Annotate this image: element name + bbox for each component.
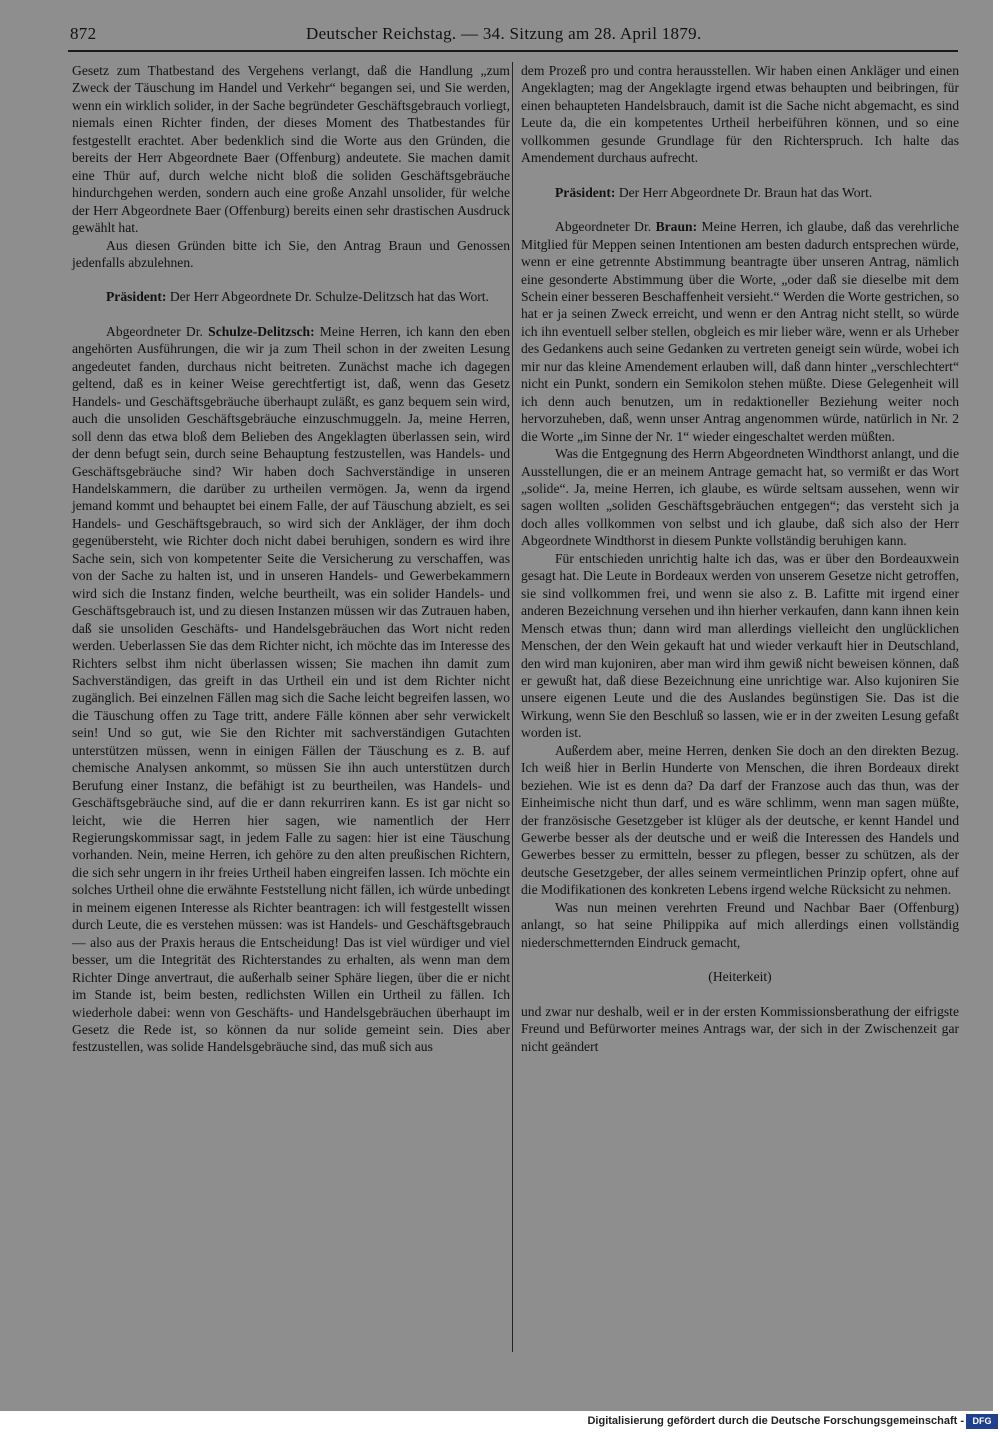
dfg-logo: DFG [966, 1414, 998, 1429]
digitization-credit: Digitalisierung gefördert durch die Deutsche Forschungsgemeinschaft - [587, 1415, 964, 1427]
page-header [70, 22, 960, 50]
paragraph-text: Was nun meinen verehrten Freund und Nachbar Baer (Offenburg) anlangt, so hat seine Philippika auf mich allerdings einen vollständig niederschmetternden Eindruck gemacht, [521, 899, 959, 950]
speaker-title: Abgeordneter Dr. [106, 323, 209, 339]
paragraph [521, 218, 959, 445]
paragraph-text: und zwar nur deshalb, weil er in der ersten Kommissionsberathung der eifrigste Freund und Befürworter meines Antrags war, der sich in der Zwischenzeit gar nicht geändert [521, 1003, 959, 1054]
paragraph-gap [72, 271, 510, 288]
paragraph [521, 184, 959, 201]
paragraph [72, 323, 510, 1056]
paragraph-text: Gesetz zum Thatbestand des Vergehens verlangt, daß die Handlung „zum Zweck der Täuschung im Handel und Verkehr“ begangen sei, und Sie werden, wenn ein wirklich solider, in der Sache begründeter Geschäftsgebrauch vorliegt, niemals einen Richter finden, der dieses Moment des Thatbestandes für festgestellt erachtet. Aber bedenklich sind die Worte aus den Gründen, die bereits der Herr Abgeordnete Baer (Offenburg) andeutete. Sie machen damit eine Thür auf, durch welche nicht bloß die soliden Geschäftsgebräuche hindurchgehen werden, sondern auch eine große Anzahl unsolider, für welche der Herr Abgeordnete Baer (Offenburg) bereits einen sehr drastischen Ausdruck gewählt hat. [72, 63, 510, 236]
paragraph-text: Der Herr Abgeordnete Dr. Schulze-Delitzsch hat das Wort. [166, 289, 489, 305]
running-title: Deutscher Reichstag. — 34. Sitzung am 28. April 1879. [306, 24, 702, 43]
paragraph-text: (Heiterkeit) [708, 969, 772, 985]
paragraph-gap [521, 201, 959, 218]
footer [0, 1414, 1000, 1432]
paragraph-text: Außerdem aber, meine Herren, denken Sie doch an den direkten Bezug. Ich weiß hier in Berlin Hunderte von Menschen, die ihren Bordeaux direkt beziehen. Wie ist es denn da? Da darf der Franzose auch das thun, was der Einheimische nicht thun darf, und es wäre schlimm, wenn man sagen müßte, der französische Gesetzgeber ist klüger als der deutsche, er kennt Handel und Gewerbe besser als der deutsche und er weiß die Interessen des Handels und Gewerbes besser zu ermitteln, besser zu pflegen, besser zu schützen, als der deutsche Gesetzgeber, der alles seinem vermeintlichen Prinzip opfert, ohne auf die Modifikationen des konkreten Lebens irgend welche Rücksicht zu nehmen. [521, 742, 959, 898]
paragraph [521, 550, 959, 742]
speaker-name: Präsident: [106, 289, 167, 305]
left-column [72, 62, 510, 1056]
paragraph-text: Was die Entgegnung des Herrn Abgeordneten Windthorst anlangt, und die Ausstellungen, die er an meinem Antrage gemacht hat, so vermißt er das Wort „solide“. Ja, meine Herren, ich glaube, es würde seltsam aussehen, wenn wir sagen wollten „soliden Geschäftsgebräuchen entgegen“; das versteht sich ja doch alles vollkommen von selbst und ich glaube, daß sich also der Herr Abgeordnete Windthorst in diesem Punkte vollständig beruhigen kann. [521, 446, 959, 549]
paragraph [521, 968, 959, 985]
paragraph-text: Aus diesen Gründen bitte ich Sie, den Antrag Braun und Genossen jedenfalls abzulehnen. [72, 237, 510, 270]
paragraph-gap [521, 951, 959, 968]
paragraph-text: Meine Herren, ich glaube, daß das verehrliche Mitglied für Meppen seinen Intentionen am besten dadurch entsprechen würde, wenn er eine getrennte Abstimmung beantragte über unseren Antrag, nämlich eine gesonderte Abstimmung über die Worte, „oder daß sie dieselbe mit dem Schein einer besseren Beschaffenheit versieht.“ Werden die Worte gestrichen, so hat er ja seinen Zweck erreicht, und wenn er den Antrag nicht stellt, so würde ich ihn eventuell selber stellen, obgleich es mir lieber wäre, wenn er als Urheber des Gedankens auch seine Gedanken zu vertreten geneigt sein würde, wobei ich mir nur das kleine Amendement erlauben will, daß dann hinter „verschlechtert“ nicht ein Punkt, sondern ein Semikolon stehen müßte. Diese Gelegenheit will ich denn auch benutzen, um in redaktioneller Beziehung weiter noch hervorzuheben, daß, wenn unser Antrag angenommen würde, natürlich in Nr. 2 die Worte „im Sinne der Nr. 1“ wieder eingeschaltet werden müßten. [521, 219, 959, 444]
paragraph [72, 237, 510, 272]
speaker-title: Abgeordneter Dr. [555, 219, 656, 235]
paragraph-gap [72, 306, 510, 323]
paragraph-text: Meine Herren, ich kann den eben angehörten Ausführungen, die wir ja zum Theil schon in der zweiten Lesung angedeutet fanden, durchaus nicht beitreten. Zunächst mache ich dagegen geltend, daß es in keiner Weise gerechtfertigt ist, daß, wenn das Gesetz Handels- und Geschäftsgebräuche überhaupt zuläßt, es ganz bequem sein wird, auch die unsoliden Geschäftsgebräuche einzuschmuggeln. Ja, meine Herren, soll denn das etwa bloß dem Belieben des Angeklagten überlassen sein, wird der denn befugt sein, durch seine Behauptung festzustellen, was Handels- und Geschäftsgebräuche sind? Wir haben doch Sachverständige in unseren Handelskammern, die darüber zu urtheilen vermögen. Ja, wenn da irgend jemand kommt und behauptet bei einem Falle, der auf Täuschung abzielt, es sei Handels- und Geschäftsgebrauch, so wird sich der Ankläger, der ihm doch gegenübersteht, wie Richter doch nicht dabei beruhigen, sondern es wird ihre Sache sein, sich von kompetenter Seite die Versicherung zu verschaffen, was von der Sache zu halten ist, und in unseren Handels- und Gewerbekammern wird sich die Instanz finden, welche beurtheilt, was ein solider Handels- und Geschäftsgebrauch ist, und zu diesen Instanzen müssen wir das Zutrauen haben, daß sie unsoliden Geschäfts- und Handelsgebräuchen das Wort nicht reden werden. Ueberlassen Sie das dem Richter nicht, ich möchte das im Interesse des Richters selbst ihm nicht überlassen wissen; Sie machen ihn damit zum Sachverständigen, das greift in das Urtheil ein und ist dem Richter nicht zugänglich. Bei einzelnen Fällen mag sich die Sache leicht begreifen lassen, wo die Täuschung offen zu Tage tritt, andere Fälle können aber sehr verwickelt sein! Und so gut, wie Sie den Richter mit sachverständigen Gutachten unterstützen müssen, wenn in einigen Fällen der Täuschung es z. B. auf chemische Analysen ankommt, so müssen Sie ihn auch unterstützen durch Berufung einer Instanz, die befähigt ist zu beurtheilen, was Handels- und Geschäftsgebräuche sind, auf die er dann rekurriren kann. Es ist gar nicht so leicht, wie die Herren hier sagen, wie namentlich der Herr Regierungskommissar sagt, in jedem Falle zu sagen: hier ist eine Täuschung vorhanden. Nein, meine Herren, ich gehöre zu den alten preußischen Richtern, die sich sehr ungern in ihr freies Urtheil haben eingreifen lassen. Ich möchte ein solches Urtheil ohne die erwähnte Feststellung nicht fällen, ich würde unbedingt in meinem eigenen Interesse als Richter beantragen: ich will festgestellt wissen durch Leute, die es verstehen müssen: was ist Handels- und Geschäftsgebrauch — also aus der Praxis heraus die Entscheidung! Das ist viel würdiger und viel besser, um die Integrität des Richterstandes zu erhalten, als wenn man dem Richter Dinge anvertraut, die außerhalb seiner Sphäre liegen, über die er nicht im Stande ist, beim besten, redlichsten Willen ein Urtheil zu fällen. Ich wiederhole dabei: wenn von Geschäfts- und Handelsgebräuchen überhaupt im Gesetz die Rede ist, so können da nur solide gemeint sein. Dies aber festzustellen, was solide Handelsgebräuche sind, das muß sich aus [72, 323, 510, 1055]
paragraph [521, 742, 959, 899]
paragraph [521, 445, 959, 550]
paragraph-text: Der Herr Abgeordnete Dr. Braun hat das Wort. [615, 184, 873, 200]
paragraph [521, 899, 959, 951]
paragraph-gap [521, 167, 959, 184]
paragraph-gap [521, 986, 959, 1003]
paragraph-text: Für entschieden unrichtig halte ich das, was er über den Bordeauxwein gesagt hat. Die Leute in Bordeaux werden von unserem Gesetze nicht getroffen, sie sind vollkommen frei, und wenn sie also z. B. Lafitte mit irgend einer anderen Bezeichnung versehen und ihn hierher verkaufen, dann kann ihnen kein Mensch etwas thun; dann wird man allerdings vielleicht den unglücklichen Menschen, der den Wein gekauft hat und wieder verkauft hier in Deutschland, den wird man kujoniren, aber man wird ihm gewiß nicht beweisen können, daß er gewußt hat, daß diese Bezeichnung eine unrichtige war. Also kujoniren Sie unsere eigenen Leute und die des Auslandes begünstigen Sie. Das ist die Wirkung, wenn Sie den Beschluß so lassen, wie er in der zweiten Lesung gefaßt worden ist. [521, 550, 959, 741]
page-number: 872 [70, 24, 97, 43]
right-column [521, 62, 959, 1055]
speaker-name: Präsident: [555, 184, 616, 200]
speaker-name: Schulze-Delitzsch: [208, 323, 315, 339]
paragraph [72, 62, 510, 237]
paragraph [521, 1003, 959, 1055]
paragraph [72, 288, 510, 305]
paragraph-text: dem Prozeß pro und contra herausstellen. Wir haben einen Ankläger und einen Angeklagten; mag der Angeklagte irgend etwas behaupten und beibringen, für einen behaupteten Handelsbrauch, damit ist die Sache nicht abgemacht, es sind Leute da, die ein kompetentes Urtheil herbeiführen können, und so eine vollkommen gesunde Grundlage für den Richterspruch. Ich halte das Amendement durchaus aufrecht. [521, 63, 959, 166]
paragraph [521, 62, 959, 167]
column-divider [512, 62, 513, 1352]
speaker-name: Braun: [655, 219, 698, 235]
header-rule [68, 50, 958, 52]
